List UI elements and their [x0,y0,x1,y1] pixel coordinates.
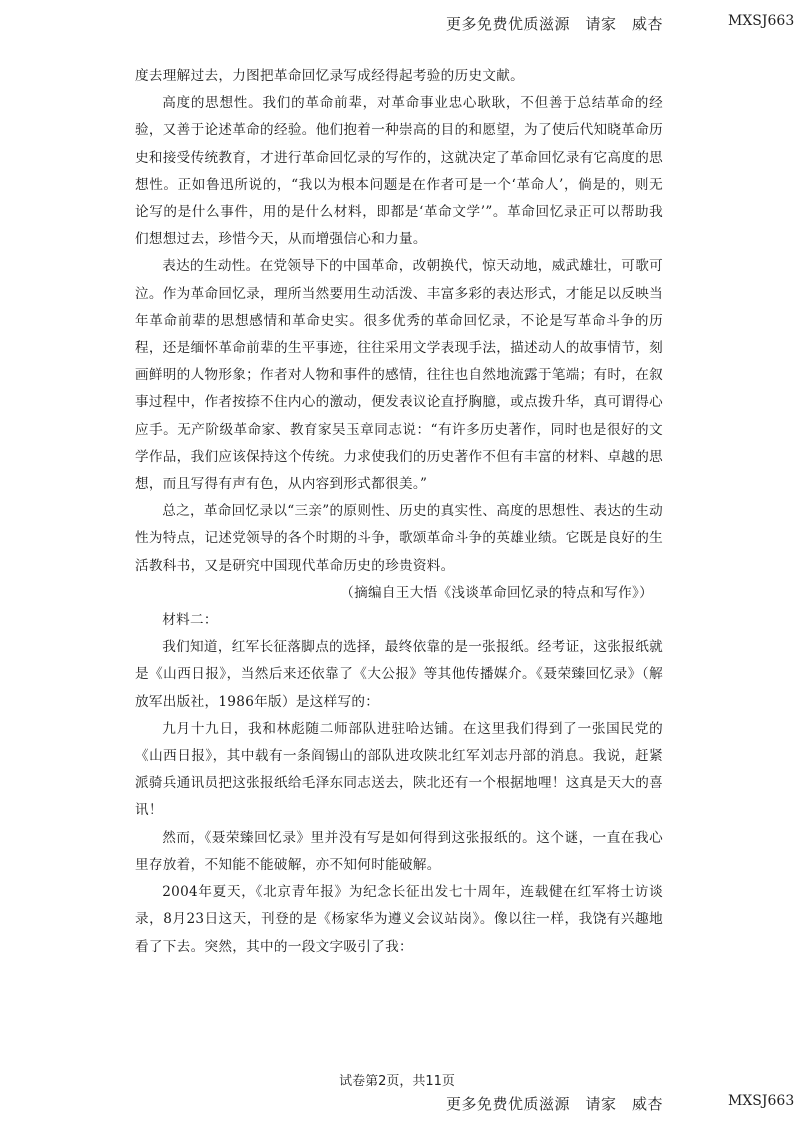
page-number: 试卷第2页，共11页 [339,1074,455,1089]
header-promo-text: 更多免费优质滋源 请家 威杏 [446,15,664,33]
page-footer [0,1093,794,1117]
material-label: 材料二： [162,612,218,629]
paragraph: 表达的生动性。在党领导下的中国革命，改朝换代，惊天动地，威武雄壮，可歌可泣。作为革命回忆录，理所当然要用生动活泼、丰富多彩的表达形式，才能足以反映当年革命前辈的思想感情和革命史实。很多优秀的革命回忆录，不论是写革命斗争的历程，还是缅怀革命前辈的生平事迹，往往采用文学表现手法，描述动人的故事情节，刻画鲜明的人物形象；作者对人物和事件的感情，往往也自然地流露于笔端；有时，在叙事过程中，作者按捺不住内心的激动，便发表议论直抒胸臆，或点拨升华，真可谓得心应手。无产阶级革命家、教育家吴玉章同志说：“有许多历史著作，同时也是很好的文学作品，我们应该保持这个传统。力求使我们的历史著作不但有丰富的材料、卓越的思想，而且写得有声有色，从内容到形式都很美。” [135,258,663,493]
quoted-paragraph: 九月十九日，我和林彪随二师部队进驻哈达铺。在这里我们得到了一张国民党的《山西日报》，其中载有一条阎锡山的部队进攻陕北红军刘志丹部的消息。我说，赶紧派骑兵通讯员把这张报纸给毛泽东同志送去，陕北还有一个根据地哩！这真是天大的喜讯！ [135,720,663,819]
footer-promo-text: 更多免费优质滋源 请家 威杏 [446,1095,664,1113]
paragraph: 度去理解过去，力图把革命回忆录写成经得起考验的历史文献。 [135,68,525,84]
paragraph: 总之，革命回忆录以“三亲”的原则性、历史的真实性、高度的思想性、表达的生动性为特点，记述党领导的各个时期的斗争，歌颂革命斗争的英雄业绩。它既是良好的生活教科书，又是研究中国现代革命历史的珍贵资料。 [135,503,663,574]
page-header [0,13,794,37]
paragraph: 然而，《聂荣臻回忆录》里并没有写是如何得到这张报纸的。这个谜，一直在我心里存放着，不知能不能破解，亦不知何时能破解。 [135,829,663,873]
source-citation: （摘编自王大悟《浅谈革命回忆录的特点和写作》） [340,584,653,601]
header-code: MXSJ663 [728,13,794,29]
paragraph: 2004年夏天，《北京青年报》为纪念长征出发七十周年，连载健在红军将士访谈录，8月23日这天，刊登的是《杨家华为遵义会议站岗》。像以往一样，我饶有兴趣地看了下去。突然，其中的一段文字吸引了我： [135,884,663,955]
footer-code: MXSJ663 [728,1093,794,1109]
paragraph: 我们知道，红军长征落脚点的选择，最终依靠的是一张报纸。经考证，这张报纸就是《山西日报》，当然后来还依靠了《大公报》等其他传播媒介。《聂荣臻回忆录》（解放军出版社，1986年版）是这样写的： [135,639,663,710]
document-body [135,63,663,961]
paragraph: 高度的思想性。我们的革命前辈，对革命事业忠心耿耿，不但善于总结革命的经验，又善于论述革命的经验。他们抱着一种崇高的目的和愿望，为了使后代知晓革命历史和接受传统教育，才进行革命回忆录的写作的，这就决定了革命回忆录有它高度的思想性。正如鲁迅所说的，“我以为根本问题是在作者可是一个‘革命人’，倘是的，则无论写的是什么事件，用的是什么材料，即都是‘革命文学’”。革命回忆录正可以帮助我们想想过去，珍惜今天，从而增强信心和力量。 [135,95,663,248]
